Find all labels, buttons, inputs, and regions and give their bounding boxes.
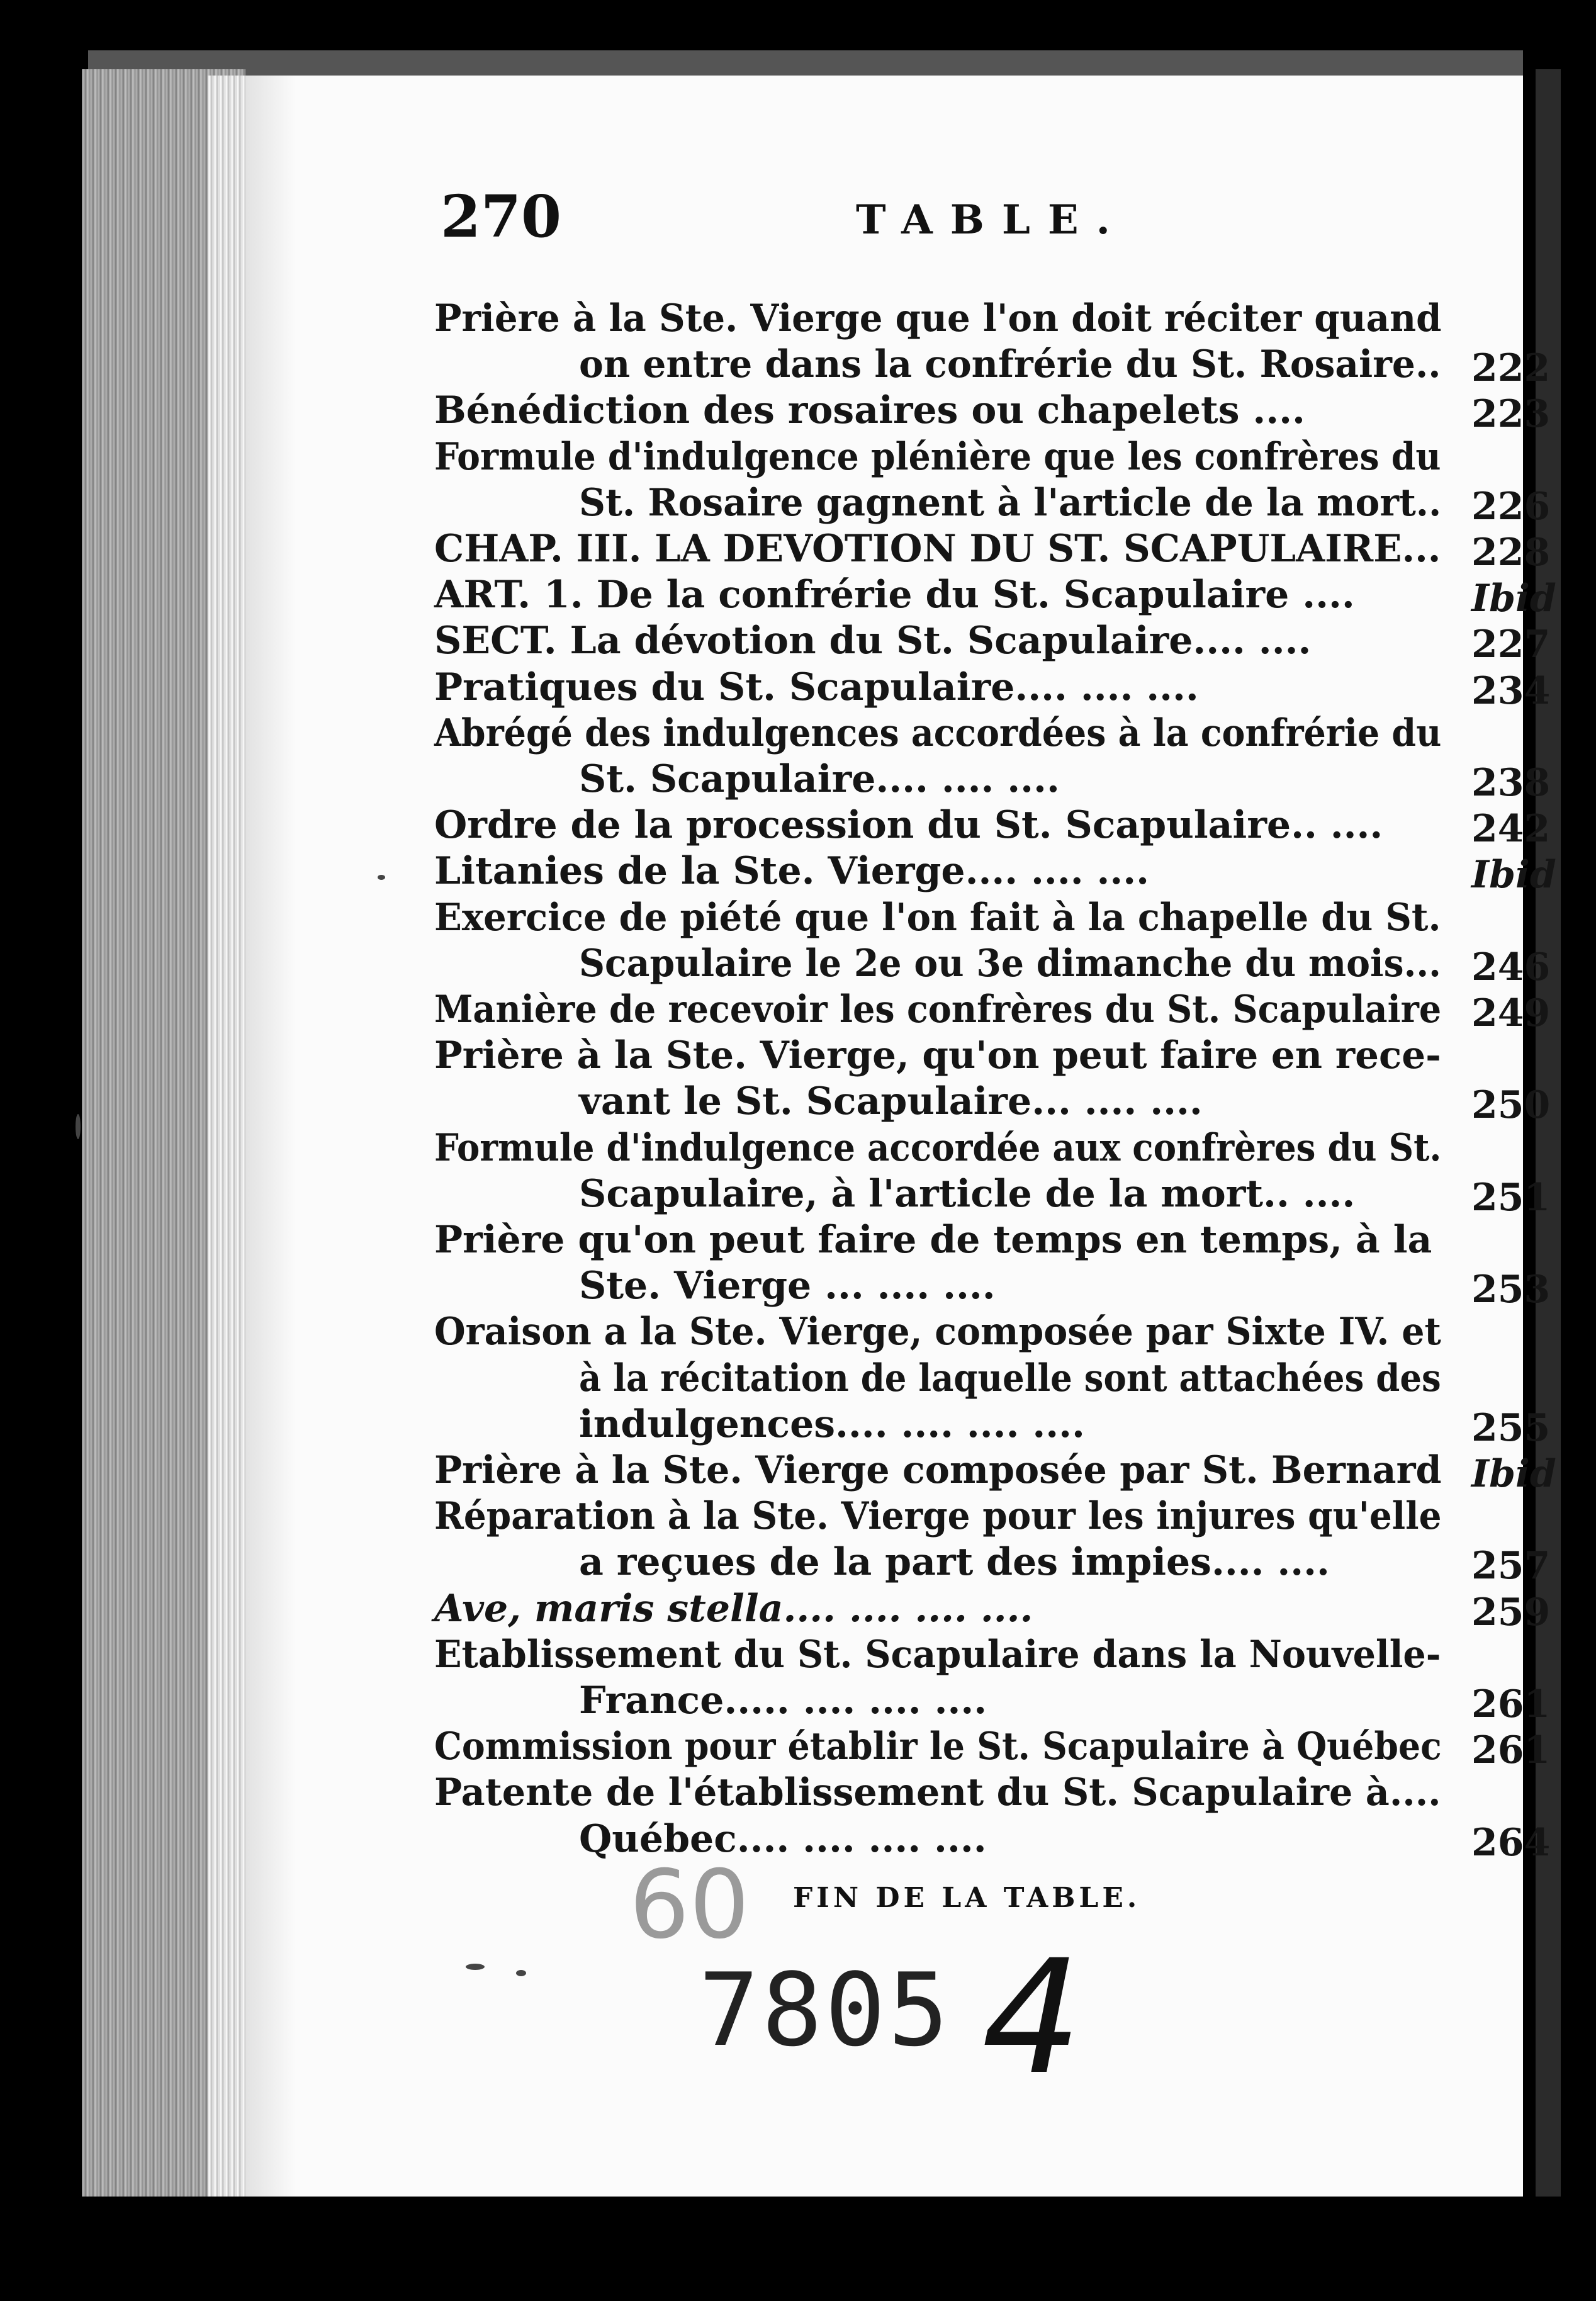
toc-entry-text: Prière à la Ste. Vierge que l'on doit réciter quand bbox=[434, 296, 1442, 340]
faint-stamp: 60 bbox=[629, 1850, 750, 1960]
toc-page-number: 255 bbox=[1471, 1405, 1551, 1450]
ink-speck bbox=[76, 1114, 81, 1139]
toc-entry-text: Prière qu'on peut faire de temps en temps, à la bbox=[434, 1218, 1432, 1262]
library-stamp-number: 7805 bbox=[699, 1951, 952, 2069]
toc-page-number: Ibid bbox=[1471, 577, 1556, 621]
toc-entry-text: ART. 1. De la confrérie du St. Scapulaire .... bbox=[434, 573, 1355, 617]
toc-entry-text: vant le St. Scapulaire... .... .... bbox=[579, 1079, 1203, 1124]
toc-page-number: 259 bbox=[1471, 1590, 1551, 1634]
toc-page-number: 264 bbox=[1471, 1820, 1551, 1865]
toc-entry-text: Pratiques du St. Scapulaire.... .... .... bbox=[434, 665, 1199, 709]
toc-page-number: Ibid bbox=[1471, 1452, 1556, 1496]
toc-page-number: 246 bbox=[1471, 945, 1551, 989]
toc-entry-text: a reçues de la part des impies.... .... bbox=[579, 1540, 1330, 1585]
toc-page-number: 226 bbox=[1471, 484, 1551, 529]
ink-speck bbox=[466, 1964, 485, 1970]
toc-entry-text: Bénédiction des rosaires ou chapelets .... bbox=[434, 388, 1305, 433]
toc-entry-text: Litanies de la Ste. Vierge.... .... .... bbox=[434, 849, 1150, 894]
page-number: 270 bbox=[441, 183, 562, 250]
toc-page-number: 261 bbox=[1471, 1682, 1551, 1726]
toc-entry-text: on entre dans la confrérie du St. Rosaire.. bbox=[579, 342, 1441, 387]
ink-speck bbox=[378, 875, 385, 880]
toc-page-number: 253 bbox=[1471, 1268, 1551, 1312]
toc-entry-text: Scapulaire, à l'article de la mort.. .... bbox=[579, 1171, 1356, 1216]
toc-entry-text: St. Scapulaire.... .... .... bbox=[579, 757, 1060, 801]
toc-entry-text: Formule d'indulgence plénière que les confrères du bbox=[434, 434, 1441, 479]
toc-page-number: 228 bbox=[1471, 531, 1551, 575]
end-of-table-label: FIN DE LA TABLE. bbox=[793, 1882, 1141, 1914]
toc-page-number: 238 bbox=[1471, 761, 1551, 805]
toc-entry-text: à la récitation de laquelle sont attachées des bbox=[579, 1356, 1441, 1400]
toc-entry-text: Réparation à la Ste. Vierge pour les injures qu'elle bbox=[434, 1494, 1442, 1539]
toc-page-number: 227 bbox=[1471, 622, 1551, 667]
toc-entry-text: Québec.... .... .... .... bbox=[579, 1816, 987, 1861]
toc-entry-text: Ste. Vierge ... .... .... bbox=[579, 1264, 996, 1308]
toc-entry-text: Formule d'indulgence accordée aux confrères du St. bbox=[434, 1125, 1442, 1170]
toc-entry-text: SECT. La dévotion du St. Scapulaire.... .... bbox=[434, 619, 1312, 663]
toc-entry-text: St. Rosaire gagnent à l'article de la mort.. bbox=[579, 480, 1442, 525]
toc-page-number: 234 bbox=[1471, 668, 1551, 713]
toc-page-number: 250 bbox=[1471, 1083, 1551, 1128]
toc-entry-text: Abrégé des indulgences accordées à la confrérie du bbox=[434, 711, 1442, 755]
toc-page-number: 261 bbox=[1471, 1728, 1551, 1773]
ink-speck bbox=[516, 1970, 526, 1976]
running-head: TABLE. bbox=[856, 196, 1128, 244]
toc-entry-text: CHAP. III. LA DEVOTION DU ST. SCAPULAIRE... bbox=[434, 527, 1441, 571]
toc-entry-text: Etablissement du St. Scapulaire dans la Nouvelle- bbox=[434, 1632, 1441, 1677]
toc-entry-text: Commission pour établir le St. Scapulaire à Québec bbox=[434, 1724, 1442, 1769]
toc-page-number: 242 bbox=[1471, 807, 1551, 852]
toc-entry-text: Scapulaire le 2e ou 3e dimanche du mois... bbox=[579, 941, 1441, 986]
toc-entry-text: Manière de recevoir les confrères du St. Scapulaire bbox=[434, 987, 1442, 1032]
toc-page-number: 249 bbox=[1471, 991, 1551, 1035]
toc-page-number: Ibid bbox=[1471, 853, 1556, 897]
toc-page-number: 222 bbox=[1471, 346, 1551, 391]
toc-entry-text: Ave, maris stella.... .... .... .... bbox=[434, 1586, 1033, 1631]
toc-page-number: 251 bbox=[1471, 1175, 1551, 1220]
toc-page-number: 257 bbox=[1471, 1544, 1551, 1589]
handwritten-mark: 4 bbox=[982, 1926, 1082, 2109]
toc-entry-text: Exercice de piété que l'on fait à la chapelle du St. bbox=[434, 895, 1441, 940]
toc-entry-text: Prière à la Ste. Vierge, qu'on peut faire en rece- bbox=[434, 1033, 1441, 1078]
toc-entry-text: Oraison a la Ste. Vierge, composée par Sixte IV. et bbox=[434, 1310, 1441, 1354]
toc-entry-text: Ordre de la procession du St. Scapulaire.. .... bbox=[434, 803, 1383, 848]
toc-entry-text: Patente de l'établissement du St. Scapulaire à.... bbox=[434, 1770, 1441, 1815]
toc-entry-text: Prière à la Ste. Vierge composée par St. Bernard bbox=[434, 1448, 1442, 1492]
toc-page-number: 223 bbox=[1471, 392, 1551, 437]
toc-entry-text: indulgences.... .... .... .... bbox=[579, 1402, 1085, 1446]
toc-entry-text: France..... .... .... .... bbox=[579, 1679, 987, 1723]
